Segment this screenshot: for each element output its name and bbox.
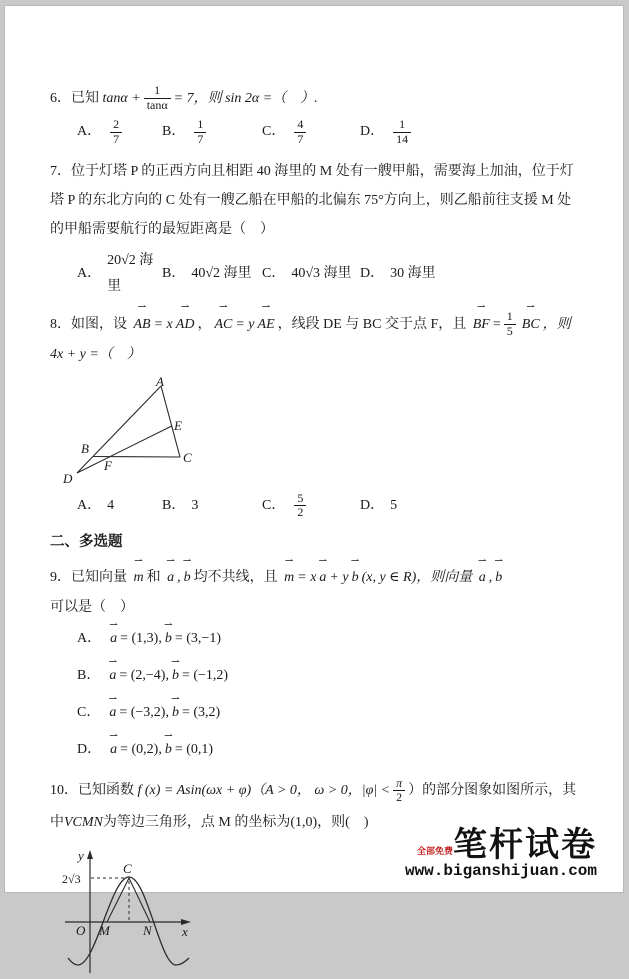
- y-axis-label: y: [78, 848, 84, 864]
- question-text: ，: [197, 316, 212, 332]
- point-c-label: C: [123, 861, 132, 877]
- fraction: [144, 84, 171, 113]
- y-axis-arrow-icon: [87, 850, 93, 859]
- question-9-stem: [50, 563, 583, 623]
- vector-a: a ⇀: [109, 627, 118, 651]
- fraction-numerator: 2: [113, 117, 120, 131]
- fraction-denominator: tanα: [144, 98, 171, 113]
- option-label: A．: [77, 265, 102, 281]
- option-d: [360, 118, 414, 147]
- fraction: [393, 118, 411, 147]
- fraction-numerator: π: [396, 775, 403, 790]
- question-number: 8．: [50, 316, 71, 332]
- fraction-numerator: 1: [154, 83, 161, 98]
- math-expression: = x: [153, 316, 173, 332]
- question-text: 已知函数: [78, 783, 134, 799]
- question-text: 为等边三角形，点 M 的坐标为(1,0)，则( ): [102, 815, 369, 831]
- fraction: [504, 310, 516, 339]
- line-BC: [93, 456, 180, 457]
- question-9-option-b: [77, 664, 583, 688]
- math-expression: + y: [329, 570, 349, 586]
- vertex-label-c: C: [183, 449, 192, 465]
- point-n-label: N: [143, 923, 152, 939]
- option-label: B．: [162, 265, 186, 281]
- question-text: ,: [488, 570, 493, 586]
- question-text: 和: [146, 570, 161, 586]
- option-value: 40√2 海里: [191, 265, 252, 281]
- vector-ac: AC ⇀: [213, 310, 233, 340]
- fraction-numerator: 1: [197, 117, 204, 131]
- question-number: 9．: [50, 570, 71, 586]
- question-9-option-d: [77, 738, 583, 762]
- option-d: [360, 493, 397, 519]
- vertex-label-f: F: [104, 457, 112, 473]
- triangle-figure: [60, 373, 583, 486]
- question-text: 可以是（ ）: [50, 600, 134, 616]
- math-expression: VCMN: [64, 815, 103, 831]
- function-graph-svg: [62, 847, 204, 979]
- fraction-denominator: 7: [294, 132, 306, 147]
- fraction-denominator: 2: [393, 790, 405, 805]
- question-text: 如图，设: [71, 316, 127, 332]
- vector-a: a ⇀: [108, 664, 117, 688]
- option-label: D．: [360, 497, 385, 513]
- vertex-label-a: A: [156, 373, 164, 389]
- vector-ad: AD ⇀: [175, 310, 196, 340]
- question-text: 位于灯塔 P 的正西方向且相距 40 海里的 M 处有一艘甲船，需要海上加油，位于灯塔 P 的东北方向的 C 处有一艘乙船在甲船的北偏东 75°方向上，则乙船前往支援 M 处的甲船需要航行的最短距离是（ ）: [50, 163, 574, 237]
- fraction-denominator: 14: [393, 132, 411, 147]
- fraction: [294, 118, 306, 147]
- question-6-stem: [50, 84, 583, 114]
- option-b: [162, 118, 262, 147]
- option-label: B．: [162, 124, 186, 140]
- x-axis-label: x: [182, 924, 188, 940]
- vector-bc: BC ⇀: [521, 310, 541, 340]
- watermark-brand-name: 笔杆试卷: [453, 826, 597, 865]
- vector-m: m ⇀: [283, 563, 295, 593]
- option-label: A．: [77, 124, 102, 140]
- vector-b: b ⇀: [171, 664, 180, 688]
- question-8-options: [77, 492, 583, 521]
- option-b: [162, 261, 262, 287]
- option-label: C．: [262, 497, 286, 513]
- question-8-stem: [50, 310, 583, 370]
- question-text: ）的部分图象如图所示，其中: [50, 783, 577, 831]
- triangle-figure-svg: [60, 373, 230, 486]
- vertex-label-d: D: [63, 470, 73, 486]
- math-expression: = y: [235, 316, 255, 332]
- fraction-numerator: 1: [399, 117, 406, 131]
- fraction-denominator: 2: [294, 505, 306, 520]
- question-7-stem: [50, 157, 583, 244]
- option-value: = (−1,2): [181, 668, 229, 684]
- option-value: = (1,3),: [120, 631, 162, 647]
- math-expression: = 7，则 sin 2α =（ ）.: [173, 91, 318, 106]
- option-value: 40√3 海里: [291, 265, 352, 281]
- option-a: [77, 493, 162, 519]
- vector-a: a ⇀: [166, 563, 175, 593]
- option-value: = (0,2),: [120, 742, 162, 758]
- vector-b: b ⇀: [351, 563, 360, 593]
- fraction-denominator: 7: [110, 132, 122, 147]
- option-value: = (2,−4),: [119, 668, 169, 684]
- question-9-option-a: [77, 627, 583, 651]
- option-label: A．: [77, 631, 102, 647]
- question-text: 均不共线，且: [193, 570, 278, 586]
- option-label: D．: [77, 742, 102, 758]
- option-c: [262, 261, 360, 287]
- math-expression: =: [492, 316, 501, 332]
- option-value: 5: [390, 497, 398, 513]
- watermark-free-label: 全部免费: [416, 846, 453, 856]
- math-expression: （A > 0， ω > 0，|φ| <: [251, 783, 391, 799]
- question-text: ,: [177, 570, 181, 586]
- fraction-denominator: 5: [504, 324, 516, 339]
- option-value: 4: [107, 497, 115, 513]
- option-label: A．: [77, 497, 102, 513]
- watermark-logo: [405, 828, 597, 880]
- exam-page: [4, 5, 624, 940]
- origin-label: O: [76, 923, 86, 939]
- vector-b: b ⇀: [183, 563, 192, 593]
- watermark-logo-top: [405, 828, 597, 864]
- option-label: B．: [162, 497, 186, 513]
- line-DA: [77, 386, 161, 473]
- option-label: D．: [360, 265, 385, 281]
- option-value: = (3,−1): [174, 631, 221, 647]
- vector-b: b ⇀: [494, 563, 503, 593]
- vector-a: a ⇀: [108, 701, 117, 725]
- option-label: C．: [77, 705, 101, 721]
- option-c: [262, 492, 360, 521]
- option-value: 20√2 海里: [107, 252, 154, 294]
- ymax-tick-label: 2√3: [62, 872, 81, 887]
- vector-a: a ⇀: [109, 738, 118, 762]
- point-m-label: M: [99, 923, 110, 939]
- vector-b: b ⇀: [171, 701, 180, 725]
- fraction-numerator: 4: [297, 117, 304, 131]
- watermark-url: www.biganshijuan.com: [404, 862, 597, 880]
- vector-ab: AB ⇀: [133, 310, 152, 340]
- line-DE: [77, 426, 172, 473]
- option-value: = (0,1): [174, 742, 214, 758]
- option-a: [77, 248, 162, 300]
- vector-bf: BF ⇀: [472, 310, 491, 340]
- question-number: 10．: [50, 783, 78, 799]
- vector-a: a ⇀: [478, 563, 487, 593]
- option-value: 30 海里: [390, 265, 436, 281]
- question-text: ，线段 DE 与 BC 交于点 F，且: [277, 316, 467, 332]
- option-label: B．: [77, 668, 101, 684]
- vertex-label-b: B: [81, 440, 89, 456]
- question-7-options: [77, 248, 583, 300]
- question-text: 已知: [71, 91, 99, 106]
- option-b: [162, 493, 262, 519]
- option-label: C．: [262, 124, 286, 140]
- sine-curve: [68, 877, 189, 965]
- question-9-option-c: [77, 701, 583, 725]
- math-expression: (x, y ∈ R)，则向量: [361, 570, 473, 586]
- fraction: [393, 777, 405, 806]
- math-expression: f (x) = Asin(ωx + φ): [137, 783, 252, 799]
- option-a: [77, 118, 162, 147]
- option-d: [360, 261, 436, 287]
- option-value: = (3,2): [181, 705, 221, 721]
- vertex-label-e: E: [174, 417, 182, 433]
- fraction: [110, 118, 122, 147]
- fraction-numerator: 1: [506, 309, 513, 324]
- option-c: [262, 118, 360, 147]
- math-expression: = x: [297, 570, 317, 586]
- vector-ae: AE ⇀: [257, 310, 276, 340]
- question-6-options: [77, 118, 583, 147]
- option-value: 3: [191, 497, 199, 513]
- vector-b: b ⇀: [164, 738, 173, 762]
- fraction-denominator: 7: [194, 132, 206, 147]
- fraction-numerator: 5: [297, 490, 304, 505]
- option-label: D．: [360, 124, 385, 140]
- question-text: 已知向量: [71, 570, 127, 586]
- option-value: = (−3,2),: [119, 705, 169, 721]
- fraction: [294, 492, 306, 521]
- math-expression: tanα +: [102, 91, 141, 106]
- question-number: 7．: [50, 163, 71, 179]
- fraction: [194, 118, 206, 147]
- vector-a: a ⇀: [318, 563, 327, 593]
- vector-b: b ⇀: [164, 627, 173, 651]
- question-number: 6．: [50, 91, 71, 106]
- math-expression: ，则 4x + y =（ ）: [50, 316, 571, 362]
- vector-m: m ⇀: [133, 563, 145, 593]
- option-label: C．: [262, 265, 286, 281]
- section-header-multiple-choice: 二、多选题: [50, 534, 123, 551]
